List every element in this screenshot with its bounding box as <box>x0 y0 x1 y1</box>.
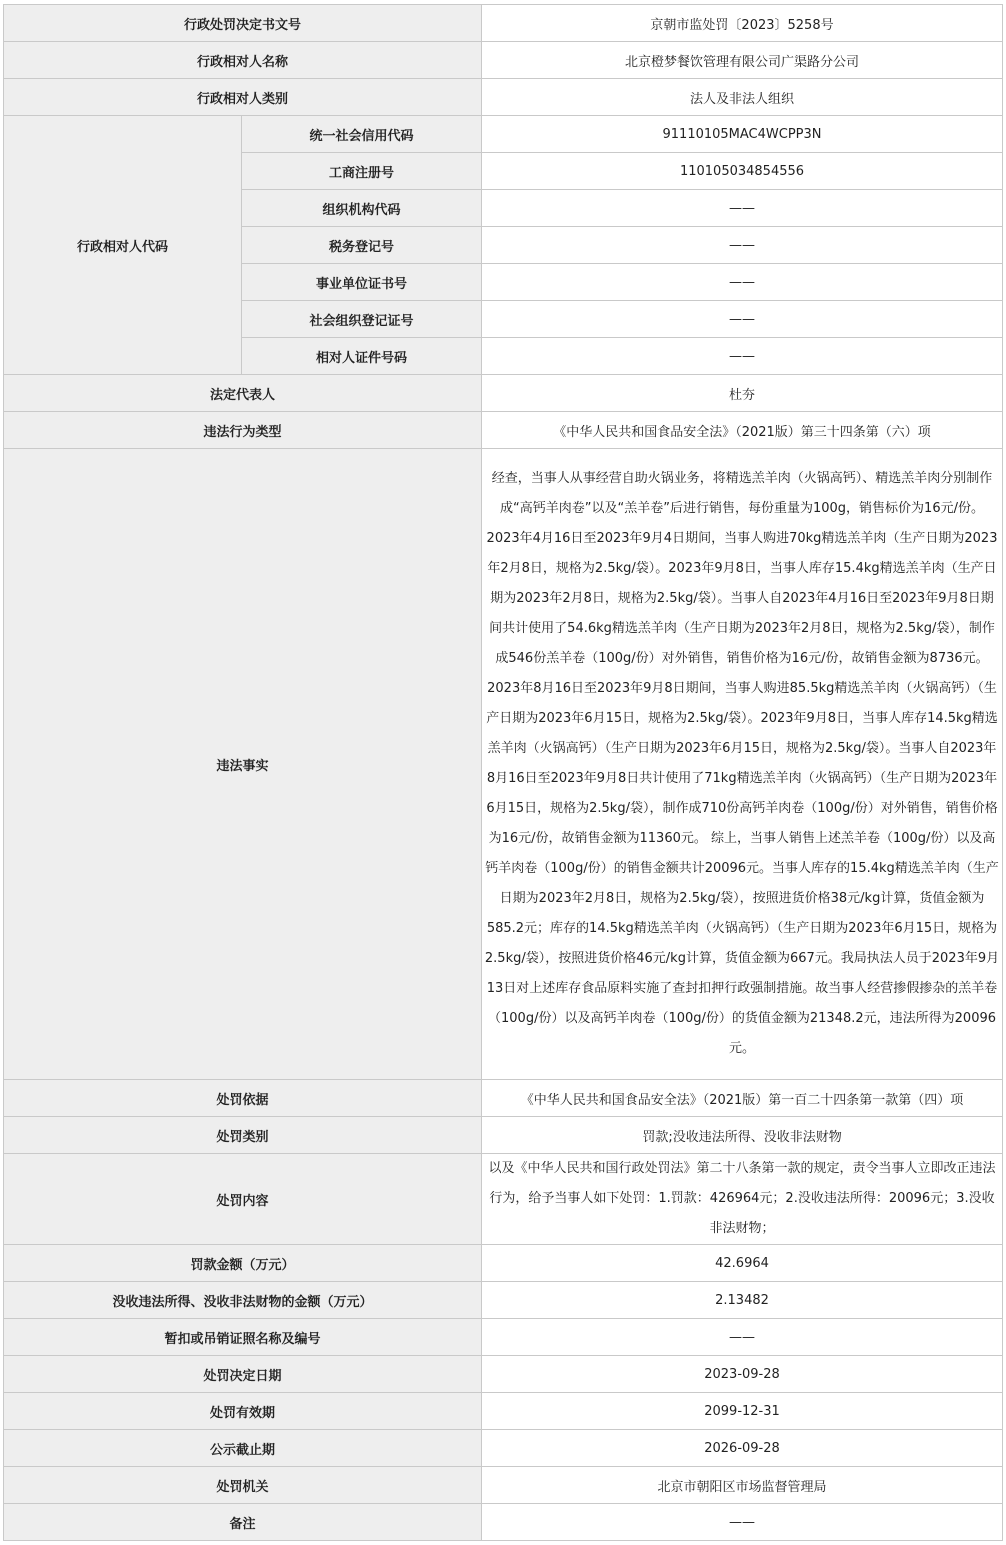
label-party-id-no: 相对人证件号码 <box>242 338 482 375</box>
value-confiscation-amount: 2.13482 <box>482 1282 1003 1319</box>
label-penalty-content: 处罚内容 <box>4 1154 482 1245</box>
value-penalty-content: 以及《中华人民共和国行政处罚法》第二十八条第一款的规定，责令当事人立即改正违法行为，给予当事人如下处罚：1.罚款：426964元；2.没收违法所得：20096元；3.没收非法财物； <box>482 1154 1003 1245</box>
value-credit-code: 91110105MAC4WCPP3N <box>482 116 1003 153</box>
value-penalty-basis: 《中华人民共和国食品安全法》（2021版）第一百二十四条第一款第（四）项 <box>482 1080 1003 1117</box>
label-license-suspension: 暂扣或吊销证照名称及编号 <box>4 1319 482 1356</box>
penalty-info-table <box>3 4 1003 1541</box>
row-decision-no <box>4 5 1003 42</box>
value-valid-until: 2099-12-31 <box>482 1393 1003 1430</box>
value-social-org-reg-no: —— <box>482 301 1003 338</box>
value-decision-no: 京朝市监处罚〔2023〕5258号 <box>482 5 1003 42</box>
label-valid-until: 处罚有效期 <box>4 1393 482 1430</box>
label-fine-amount: 罚款金额（万元） <box>4 1245 482 1282</box>
row-remarks <box>4 1504 1003 1541</box>
label-tax-reg-no: 税务登记号 <box>242 227 482 264</box>
value-remarks: —— <box>482 1504 1003 1541</box>
row-party-type <box>4 79 1003 116</box>
value-penalty-category: 罚款;没收违法所得、没收非法财物 <box>482 1117 1003 1154</box>
value-authority: 北京市朝阳区市场监督管理局 <box>482 1467 1003 1504</box>
row-valid-until <box>4 1393 1003 1430</box>
row-penalty-basis <box>4 1080 1003 1117</box>
row-publicity-end <box>4 1430 1003 1467</box>
value-violation-facts: 经查，当事人从事经营自助火锅业务，将精选羔羊肉（火锅高钙）、精选羔羊肉分别制作成“高钙羊肉卷”以及“羔羊卷”后进行销售，每份重量为100g，销售标价为16元/份。 2023年4月16日至2023年9月4日期间，当事人购进70kg精选羔羊肉（生产日期为2023年2月8日，规格为2.5kg/袋）。2023年9月8日，当事人库存15.4kg精选羔羊肉（生产日期为2023年2月8日，规格为2.5kg/袋）。当事人自2023年4月16日至2023年9月8日期间共计使用了54.6kg精选羔羊肉（生产日期为2023年2月8日，规格为2.5kg/袋），制作成546份羔羊卷（100g/份）对外销售，销售价格为16元/份，故销售金额为8736元。 2023年8月16日至2023年9月8日期间，当事人购进85.5kg精选羔羊肉（火锅高钙）（生产日期为2023年6月15日，规格为2.5kg/袋）。2023年9月8日，当事人库存14.5kg精选羔羊肉（火锅高钙）（生产日期为2023年6月15日，规格为2.5kg/袋）。当事人自2023年8月16日至2023年9月8日共计使用了71kg精选羔羊肉（火锅高钙）（生产日期为2023年6月15日，规格为2.5kg/袋），制作成710份高钙羊肉卷（100g/份）对外销售，销售价格为16元/份，故销售金额为11360元。 综上，当事人销售上述羔羊卷（100g/份）以及高钙羊肉卷（100g/份）的销售金额共计20096元。当事人库存的15.4kg精选羔羊肉（生产日期为2023年2月8日，规格为2.5kg/袋），按照进货价格38元/kg计算，货值金额为585.2元；库存的14.5kg精选羔羊肉（火锅高钙）（生产日期为2023年6月15日，规格为2.5kg/袋），按照进货价格46元/kg计算，货值金额为667元。我局执法人员于2023年9月13日对上述库存食品原料实施了查封扣押行政强制措施。故当事人经营掺假掺杂的羔羊卷（100g/份）以及高钙羊肉卷（100g/份）的货值金额为21348.2元，违法所得为20096元。 <box>482 449 1003 1080</box>
label-publicity-end: 公示截止期 <box>4 1430 482 1467</box>
label-penalty-basis: 处罚依据 <box>4 1080 482 1117</box>
label-decision-date: 处罚决定日期 <box>4 1356 482 1393</box>
label-party-code: 行政相对人代码 <box>4 116 242 375</box>
label-party-type: 行政相对人类别 <box>4 79 482 116</box>
row-credit-code <box>4 116 1003 153</box>
label-remarks: 备注 <box>4 1504 482 1541</box>
value-decision-date: 2023-09-28 <box>482 1356 1003 1393</box>
label-credit-code: 统一社会信用代码 <box>242 116 482 153</box>
value-party-id-no: —— <box>482 338 1003 375</box>
label-decision-no: 行政处罚决定书文号 <box>4 5 482 42</box>
value-org-code: —— <box>482 190 1003 227</box>
label-violation-facts: 违法事实 <box>4 449 482 1080</box>
row-decision-date <box>4 1356 1003 1393</box>
row-penalty-category <box>4 1117 1003 1154</box>
value-party-type: 法人及非法人组织 <box>482 79 1003 116</box>
row-confiscation-amount <box>4 1282 1003 1319</box>
label-institution-cert-no: 事业单位证书号 <box>242 264 482 301</box>
label-penalty-category: 处罚类别 <box>4 1117 482 1154</box>
value-institution-cert-no: —— <box>482 264 1003 301</box>
row-party-name <box>4 42 1003 79</box>
row-license-suspension <box>4 1319 1003 1356</box>
row-fine-amount <box>4 1245 1003 1282</box>
value-legal-rep: 杜夯 <box>482 375 1003 412</box>
row-violation-type <box>4 412 1003 449</box>
value-fine-amount: 42.6964 <box>482 1245 1003 1282</box>
row-violation-facts <box>4 449 1003 1080</box>
label-confiscation-amount: 没收违法所得、没收非法财物的金额（万元） <box>4 1282 482 1319</box>
row-authority <box>4 1467 1003 1504</box>
row-penalty-content <box>4 1154 1003 1245</box>
label-party-name: 行政相对人名称 <box>4 42 482 79</box>
value-violation-type: 《中华人民共和国食品安全法》（2021版）第三十四条第（六）项 <box>482 412 1003 449</box>
row-legal-rep <box>4 375 1003 412</box>
value-business-reg-no: 110105034854556 <box>482 153 1003 190</box>
value-license-suspension: —— <box>482 1319 1003 1356</box>
label-authority: 处罚机关 <box>4 1467 482 1504</box>
value-tax-reg-no: —— <box>482 227 1003 264</box>
value-publicity-end: 2026-09-28 <box>482 1430 1003 1467</box>
label-business-reg-no: 工商注册号 <box>242 153 482 190</box>
label-org-code: 组织机构代码 <box>242 190 482 227</box>
label-legal-rep: 法定代表人 <box>4 375 482 412</box>
label-violation-type: 违法行为类型 <box>4 412 482 449</box>
value-party-name: 北京橙梦餐饮管理有限公司广渠路分公司 <box>482 42 1003 79</box>
label-social-org-reg-no: 社会组织登记证号 <box>242 301 482 338</box>
